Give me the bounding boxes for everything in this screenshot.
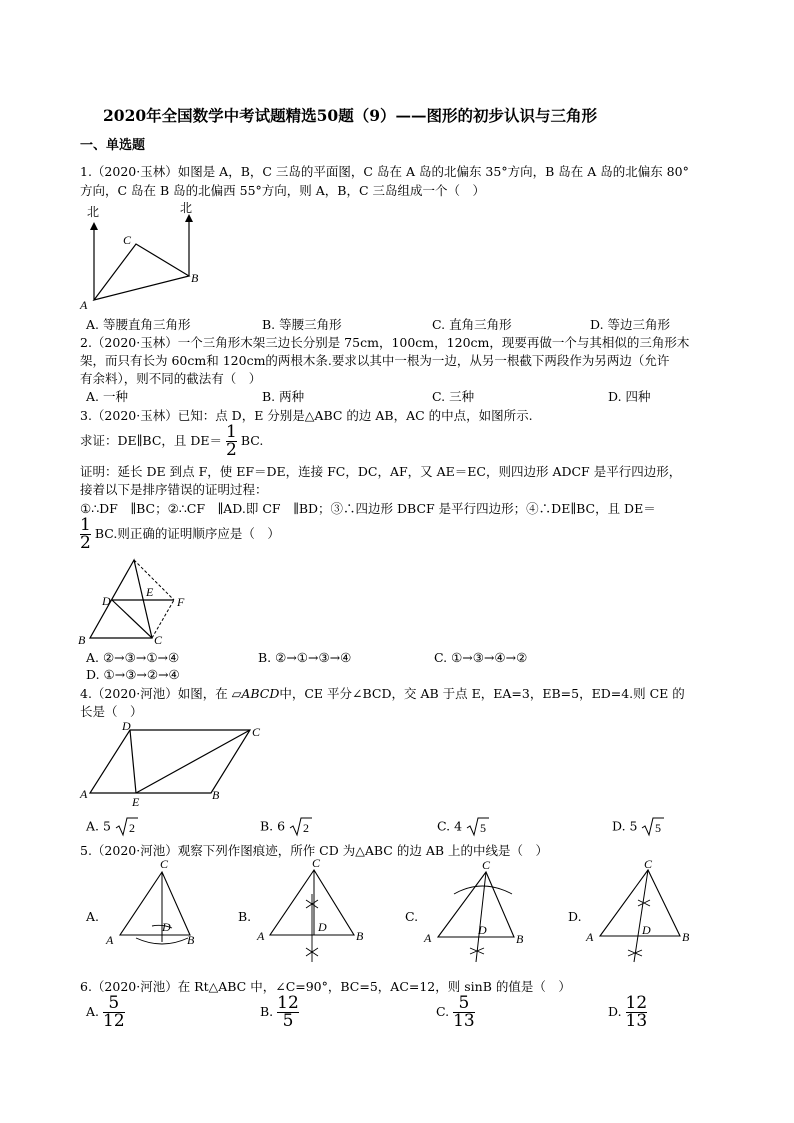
q4-line1-a: 4.（2020·河池）如图，在 (80, 686, 228, 701)
q3-steps-end: BC.则正确的证明顺序应是（ ） (94, 526, 280, 541)
q1-label-north-right: 北 (180, 201, 193, 215)
q5-option-c[interactable]: C. (405, 909, 419, 924)
q5-figure-d (584, 858, 699, 968)
q1-figure (76, 200, 216, 312)
q4-line1 (80, 684, 685, 702)
frac-den: 13 (625, 1011, 648, 1031)
q4-parallelogram-symbol: ▱ABCD (231, 686, 280, 701)
q5-figure-c (420, 858, 535, 968)
q3-fraction-half (226, 424, 237, 459)
q4-option-b-rad: 2 (303, 821, 310, 835)
q3-prove (80, 424, 263, 459)
sqrt-icon (641, 817, 665, 837)
frac-num: 1 (226, 422, 237, 442)
q5c-label-B: B (516, 932, 524, 946)
q4-label-A: A (80, 787, 88, 801)
frac-den: 2 (226, 440, 237, 460)
q4-option-c-label: C. 4 (437, 818, 463, 834)
q2-line3: 有余料），则不同的截法有（ ） (80, 371, 262, 386)
q4-option-a-label: A. 5 (86, 818, 111, 834)
q6-option-a[interactable] (86, 995, 125, 1030)
q5a-label-A: A (106, 933, 114, 947)
q2-line1: 2.（2020·玉林）一个三角形木架三边长分别是 75cm，100cm，120cm，现要再做一个与其相似的三角形木 (80, 335, 690, 350)
frac-den: 5 (277, 1012, 299, 1030)
q3-label-B: B (78, 633, 86, 647)
q4-option-b-label: B. 6 (260, 818, 286, 834)
q5b-label-D: D (318, 920, 327, 934)
q3-proof2: 接着以下是排序错误的证明过程： (80, 482, 268, 497)
q5b-label-B: B (356, 929, 364, 943)
q5d-label-A: A (586, 930, 594, 944)
q5d-label-D: D (642, 923, 651, 937)
q4-option-d-label: D. 5 (612, 818, 638, 834)
q2-option-c[interactable]: C. 三种 (432, 389, 475, 404)
q3-proof1: 证明：延长 DE 到点 F，使 EF＝DE，连接 FC，DC，AF，又 AE＝EC，则四边形 ADCF 是平行四边形， (80, 464, 682, 479)
q6-option-b-fraction (277, 995, 299, 1030)
q6-option-a-fraction (103, 995, 125, 1030)
q4-option-b[interactable] (260, 817, 313, 837)
q2-option-b[interactable]: B. 两种 (262, 389, 305, 404)
q3-fraction-half-2 (80, 517, 91, 552)
q2-option-d[interactable]: D. 四种 (608, 389, 651, 404)
q4-option-a-rad: 2 (128, 821, 135, 835)
q4-label-C: C (252, 725, 261, 739)
q5c-label-D: D (478, 923, 487, 937)
q5-option-b[interactable]: B. (238, 909, 252, 924)
q6-option-c-fraction (453, 995, 475, 1030)
q1-label-C: C (123, 233, 132, 247)
q3-label-D: D (102, 594, 111, 608)
q3-figure (76, 556, 196, 648)
q3-option-c[interactable]: C. ①→③→④→② (434, 650, 528, 665)
frac-den: 12 (103, 1011, 125, 1031)
sqrt-icon (115, 817, 139, 837)
q1-option-b[interactable]: B. 等腰三角形 (262, 317, 342, 332)
q6-line1: 6.（2020·河池）在 Rt△ABC 中，∠C=90°，BC=5，AC=12，则 sinB 的值是（ ） (80, 979, 571, 994)
q3-label-F: F (177, 595, 185, 609)
q5-line1: 5.（2020·河池）观察下列作图痕迹，所作 CD 为△ABC 的边 AB 上的中线是（ ） (80, 843, 549, 858)
q4-label-B: B (212, 788, 220, 802)
q1-label-B: B (191, 271, 199, 285)
frac-den: 2 (80, 533, 91, 553)
q3-option-b[interactable]: B. ②→①→③→④ (258, 650, 352, 665)
q4-label-E: E (132, 795, 140, 809)
q5-figure-b (252, 858, 367, 968)
q6-option-c[interactable] (436, 995, 475, 1030)
q3-label-C: C (154, 633, 163, 647)
q3-option-d[interactable]: D. ①→③→②→④ (86, 667, 180, 682)
q1-option-a[interactable]: A. 等腰直角三角形 (86, 317, 191, 332)
q4-option-c[interactable] (437, 817, 490, 837)
q4-option-c-rad: 5 (480, 821, 487, 835)
q1-label-A: A (80, 298, 88, 312)
q5b-label-C: C (312, 858, 321, 870)
frac-den: 13 (453, 1011, 475, 1031)
q6-option-d-label: D. (608, 1004, 622, 1019)
q3-label-E: E (146, 585, 154, 599)
q3-steps-end-row (80, 517, 280, 552)
sqrt-icon (466, 817, 490, 837)
q4-line1-c: 中，CE 平分∠BCD，交 AB 于点 E，EA=3，EB=5，ED=4.则 CE 的 (279, 686, 685, 701)
q6-option-b[interactable] (260, 995, 299, 1030)
q3-option-a[interactable]: A. ②→③→①→④ (86, 650, 180, 665)
frac-num: 1 (80, 515, 91, 535)
q6-option-b-label: B. (260, 1004, 274, 1019)
q5d-label-C: C (644, 858, 653, 871)
q6-option-d[interactable] (608, 995, 647, 1030)
page-title: 2020年全国数学中考试题精选50题（9）——图形的初步认识与三角形 (103, 106, 597, 125)
q1-line1: 1.（2020·玉林）如图是 A，B，C 三岛的平面图，C 岛在 A 岛的北偏东 35°方向，B 岛在 A 岛的北偏东 80° (80, 164, 689, 179)
q5-option-d[interactable]: D. (568, 909, 582, 924)
q1-option-d[interactable]: D. 等边三角形 (590, 317, 671, 332)
q5d-label-B: B (682, 930, 690, 944)
q2-option-a[interactable]: A. 一种 (86, 389, 128, 404)
q4-option-d[interactable] (612, 817, 665, 837)
q4-option-d-rad: 5 (655, 821, 662, 835)
frac-num: 5 (458, 993, 470, 1013)
sqrt-icon (289, 817, 313, 837)
q5c-label-C: C (482, 858, 491, 872)
frac-num: 5 (108, 993, 120, 1013)
q5-option-a[interactable]: A. (86, 909, 100, 924)
frac-num: 12 (277, 993, 299, 1013)
q3-prove-b: BC. (240, 433, 264, 448)
q6-option-a-label: A. (86, 1004, 100, 1019)
q5a-label-C: C (160, 858, 169, 871)
q5a-label-B: B (187, 933, 195, 947)
frac-num: 12 (625, 993, 648, 1013)
section-heading: 一、单选题 (80, 138, 146, 153)
q1-line2: 方向，C 岛在 B 岛的北偏西 55°方向，则 A，B，C 三岛组成一个（ ） (80, 183, 486, 198)
q6-option-d-fraction (626, 995, 648, 1030)
q5a-label-D: D (162, 920, 171, 934)
q5b-label-A: A (257, 929, 265, 943)
q4-label-D: D (122, 719, 131, 733)
q3-line1: 3.（2020·玉林）已知：点 D，E 分别是△ABC 的边 AB，AC 的中点，如图所示. (80, 408, 533, 423)
q5c-label-A: A (424, 931, 432, 945)
q5-figure-a (100, 858, 210, 958)
q4-line2: 长是（ ） (80, 704, 143, 719)
q4-option-a[interactable] (86, 817, 139, 837)
q4-figure (76, 718, 276, 810)
q2-line2: 架，而只有长为 60cm和 120cm的两根木条.要求以其中一根为一边，从另一根截下两段作为另两边（允许 (80, 353, 670, 368)
q3-steps: ①∴DF ∥BC；②∴CF ∥AD.即 CF ∥BD；③∴四边形 DBCF 是平行四边形；④∴DE∥BC，且 DE＝ (80, 501, 656, 516)
q6-option-c-label: C. (436, 1004, 450, 1019)
q1-label-north-left: 北 (87, 205, 100, 219)
q1-option-c[interactable]: C. 直角三角形 (432, 317, 512, 332)
q1-triangle (94, 244, 189, 300)
q3-prove-a: 求证：DE∥BC，且 DE＝ (80, 433, 223, 448)
